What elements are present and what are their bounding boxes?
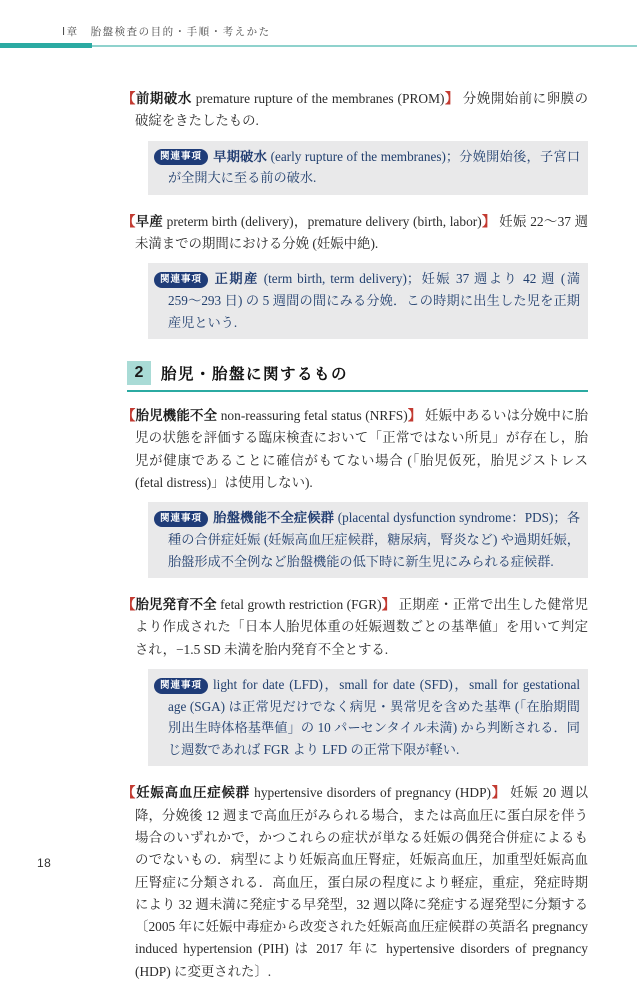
page-number: 18	[37, 856, 52, 870]
related-body: light for date (LFD)，small for date (SFD)，small for gestational age (SGA) は正常児だけでなく病児・異常児を含めた基準 (「在胎期間別出生時体格基準値」の 10 パーセンタイル未満) から判断される．同じ週数であれば FGR より LFD の正常下限が軽い.	[168, 677, 580, 757]
bracket-close: 】	[407, 408, 422, 424]
related-body: (placental dysfunction syndrome：PDS)；各種の合併症妊娠 (妊娠高血圧症候群，糖尿病，腎炎など) や過期妊娠，胎盤形成不全例など胎盤機能の低下時に新生児にみられる症候群.	[168, 510, 580, 569]
related-text	[154, 674, 580, 760]
header-rule-accent	[0, 43, 92, 48]
term-definition: 妊娠 20 週以降，分娩後 12 週まで高血圧がみられる場合，または高血圧に蛋白尿を伴う場合のいずれかで，かつこれらの症状が単なる妊娠の偶発合併症によるものでないもの．病型により妊娠高血圧腎症，妊娠高血圧，加重型妊娠高血圧腎症に分類される．高血圧，蛋白尿の程度により軽症，重症，発症時期により 32 週未満に発症する早発型，32 週以降に発症する遅発型に分類する〔2005 年に妊娠中毒症から改変された妊娠高血圧症候群の英語名 pregnancy induced hypertension (PIH) は 2017 年に hypertensive disorders of pregnancy (HDP) に変更された〕.	[135, 785, 588, 979]
chapter-header: Ⅰ章 胎盤検査の目的・手順・考えかた	[62, 26, 271, 38]
section-number: 2	[127, 361, 151, 385]
term-entry	[122, 88, 588, 133]
related-items-badge: 関連事項	[154, 149, 208, 165]
related-term: 正期産	[213, 271, 259, 287]
related-term: 早期破水	[213, 148, 268, 164]
bracket-open: 【	[122, 597, 136, 613]
term-headword: 早産	[135, 213, 164, 229]
term-headword: 胎児機能不全	[135, 408, 218, 424]
section-heading	[127, 361, 588, 392]
related-items-badge: 関連事項	[154, 678, 208, 694]
bracket-open: 【	[122, 785, 137, 801]
bracket-open: 【	[122, 91, 136, 106]
header-rule	[0, 45, 637, 47]
term-entry	[122, 782, 588, 983]
term-english: premature rupture of the membranes (PROM)	[191, 91, 445, 106]
bracket-close: 】	[490, 785, 507, 801]
related-items-badge: 関連事項	[154, 511, 208, 527]
term-english: fetal growth restriction (FGR)	[216, 597, 382, 613]
term-entry	[122, 211, 588, 256]
related-items-badge: 関連事項	[154, 272, 208, 288]
related-items-box	[148, 263, 588, 339]
term-definition: 正期産・正常で出生した健常児より作成された「日本人胎児体重の妊娠週数ごとの基準値」を用いて判定され，−1.5 SD 未満を胎内発育不全とする.	[135, 597, 589, 657]
term-headword: 胎児発育不全	[135, 597, 217, 613]
bracket-close: 】	[381, 597, 396, 613]
term-definition: 妊娠 22〜37 週未満までの期間における分娩 (妊娠中絶).	[135, 213, 588, 252]
term-headword: 妊娠高血圧症候群	[136, 785, 250, 801]
related-items-box	[148, 502, 588, 578]
term-english: preterm birth (delivery)，premature delivery (birth, labor)	[163, 213, 482, 229]
related-text	[154, 146, 580, 189]
term-english: hypertensive disorders of pregnancy (HDP)	[249, 785, 491, 801]
related-items-box	[148, 141, 588, 195]
term-english: non-reassuring fetal status (NRFS)	[217, 408, 408, 424]
bracket-open: 【	[122, 213, 136, 229]
term-headword: 前期破水	[135, 91, 192, 106]
section-title: 胎児・胎盤に関するもの	[161, 366, 349, 384]
related-term: 胎盤機能不全症候群	[213, 510, 335, 526]
related-text	[154, 507, 580, 572]
page-content	[122, 88, 588, 991]
term-entry	[122, 405, 588, 494]
term-definition: 分娩開始前に卵膜の破綻をきたしたもの.	[135, 91, 589, 129]
bracket-open: 【	[122, 408, 136, 424]
related-items-box	[148, 669, 588, 766]
bracket-close: 】	[444, 91, 459, 106]
related-body: (term birth, term delivery)；妊娠 37 週より 42 週 (満 259〜293 日) の 5 週間の間にみる分娩．この時期に出生した児を正期産児という.	[168, 271, 581, 330]
related-text	[154, 268, 580, 333]
term-definition: 妊娠中あるいは分娩中に胎児の状態を評価する臨床検査において「正常ではない所見」が存在し，胎児が健康であることに確信がもてない場合 (「胎児仮死，胎児ジストレス (fetal distress)」は使用しない).	[135, 408, 589, 491]
bracket-close: 】	[481, 213, 496, 229]
related-body: (early rupture of the membranes)；分娩開始後，子宮口が全開大に至る前の破水.	[168, 148, 581, 186]
term-entry	[122, 594, 588, 661]
